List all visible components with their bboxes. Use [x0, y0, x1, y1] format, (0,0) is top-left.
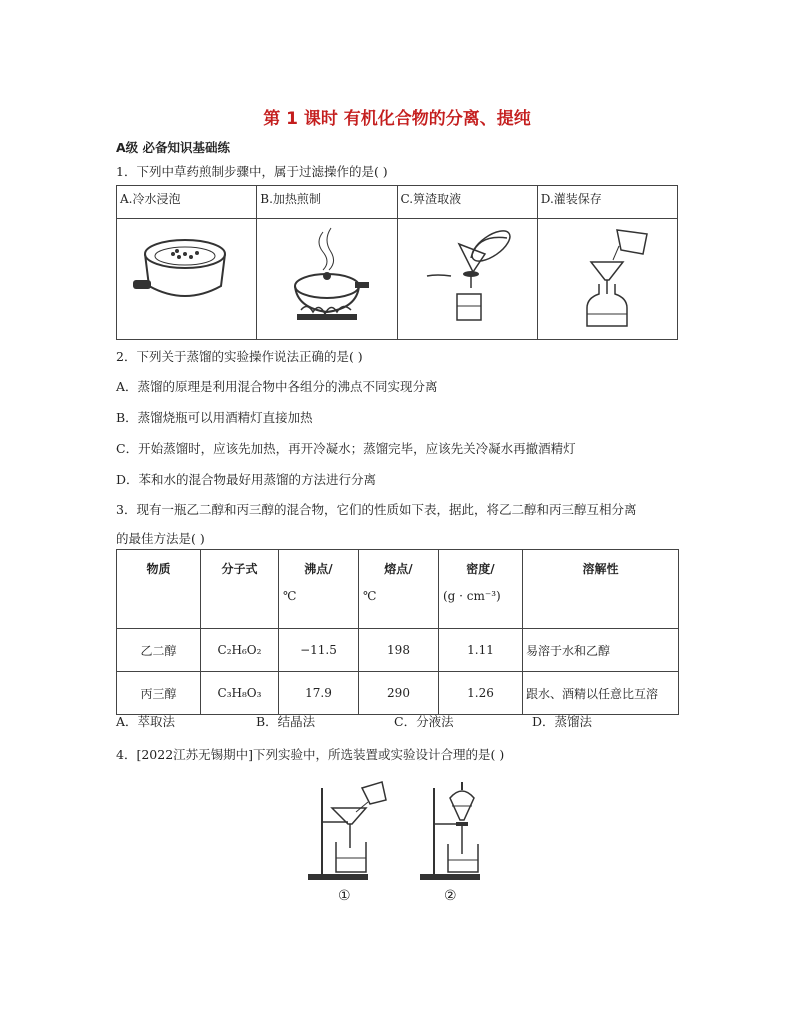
q1-image-a-cell — [117, 219, 257, 340]
q1-image-c-cell — [397, 219, 537, 340]
cell-name: 丙三醇 — [117, 672, 201, 715]
q1-image-d-cell — [537, 219, 677, 340]
q3-property-table — [116, 549, 679, 715]
q2-option-d[interactable]: D．苯和水的混合物最好用蒸馏的方法进行分离 — [116, 472, 377, 487]
col-header-density: 密度/ (g · cm⁻³) — [439, 550, 523, 629]
cell-density: 1.26 — [439, 672, 523, 715]
cell-formula: C₃H₈O₃ — [201, 672, 279, 715]
col-header-melting-point: 熔点/ ℃ — [359, 550, 439, 629]
filtering-icon — [407, 224, 527, 334]
q3-option-a[interactable]: A．萃取法 — [116, 714, 176, 729]
q2-option-a[interactable]: A．蒸馏的原理是利用混合物中各组分的沸点不同实现分离 — [116, 379, 438, 394]
soaking-pot-icon — [127, 224, 247, 334]
q2-stem: 2．下列关于蒸馏的实验操作说法正确的是( ) — [116, 349, 363, 364]
q3-stem-line1: 3．现有一瓶乙二醇和丙三醇的混合物，它们的性质如下表，据此，将乙二醇和丙三醇互相分离 — [116, 502, 637, 517]
q1-option-b[interactable]: B.加热煎制 — [257, 186, 397, 219]
decoction-pot-icon — [267, 224, 387, 334]
q3-option-c[interactable]: C．分液法 — [394, 714, 454, 729]
bottling-icon — [547, 224, 667, 334]
filtration-apparatus-icon — [308, 782, 386, 880]
q3-option-d[interactable]: D．蒸馏法 — [532, 714, 593, 729]
q1-image-b-cell — [257, 219, 397, 340]
q2-option-c[interactable]: C．开始蒸馏时，应该先加热，再开冷凝水；蒸馏完毕，应该先关冷凝水再撤酒精灯 — [116, 441, 576, 456]
page-title: 第 1 课时 有机化合物的分离、提纯 — [263, 109, 531, 129]
q3-stem-line2: 的最佳方法是( ) — [116, 531, 205, 546]
cell-solubility: 跟水、酒精以任意比互溶 — [523, 672, 679, 715]
q4-stem: 4．[2022江苏无锡期中]下列实验中，所选装置或实验设计合理的是( ) — [116, 747, 505, 762]
q2-option-b[interactable]: B．蒸馏烧瓶可以用酒精灯直接加热 — [116, 410, 313, 425]
fig-label-2: ② — [444, 888, 457, 904]
cell-melting-point: 290 — [359, 672, 439, 715]
col-header-substance: 物质 — [117, 550, 201, 629]
separatory-funnel-icon — [420, 782, 480, 880]
col-header-solubility: 溶解性 — [523, 550, 679, 629]
q4-apparatus-figure — [300, 778, 500, 906]
section-label: A级 必备知识基础练 — [116, 140, 231, 155]
cell-boiling-point: 17.9 — [279, 672, 359, 715]
cell-density: 1.11 — [439, 629, 523, 672]
table-row — [117, 629, 679, 672]
table-row — [117, 672, 679, 715]
q3-option-b[interactable]: B．结晶法 — [256, 714, 316, 729]
cell-formula: C₂H₆O₂ — [201, 629, 279, 672]
col-header-boiling-point: 沸点/ ℃ — [279, 550, 359, 629]
cell-solubility: 易溶于水和乙醇 — [523, 629, 679, 672]
cell-name: 乙二醇 — [117, 629, 201, 672]
cell-boiling-point: −11.5 — [279, 629, 359, 672]
col-header-formula: 分子式 — [201, 550, 279, 629]
q1-option-a[interactable]: A.冷水浸泡 — [117, 186, 257, 219]
q1-figure-table — [116, 185, 678, 340]
q1-stem: 1．下列中草药煎制步骤中，属于过滤操作的是( ) — [116, 164, 388, 179]
q1-option-c[interactable]: C.箅渣取液 — [397, 186, 537, 219]
cell-melting-point: 198 — [359, 629, 439, 672]
q1-option-d[interactable]: D.灌装保存 — [537, 186, 677, 219]
fig-label-1: ① — [338, 888, 351, 904]
